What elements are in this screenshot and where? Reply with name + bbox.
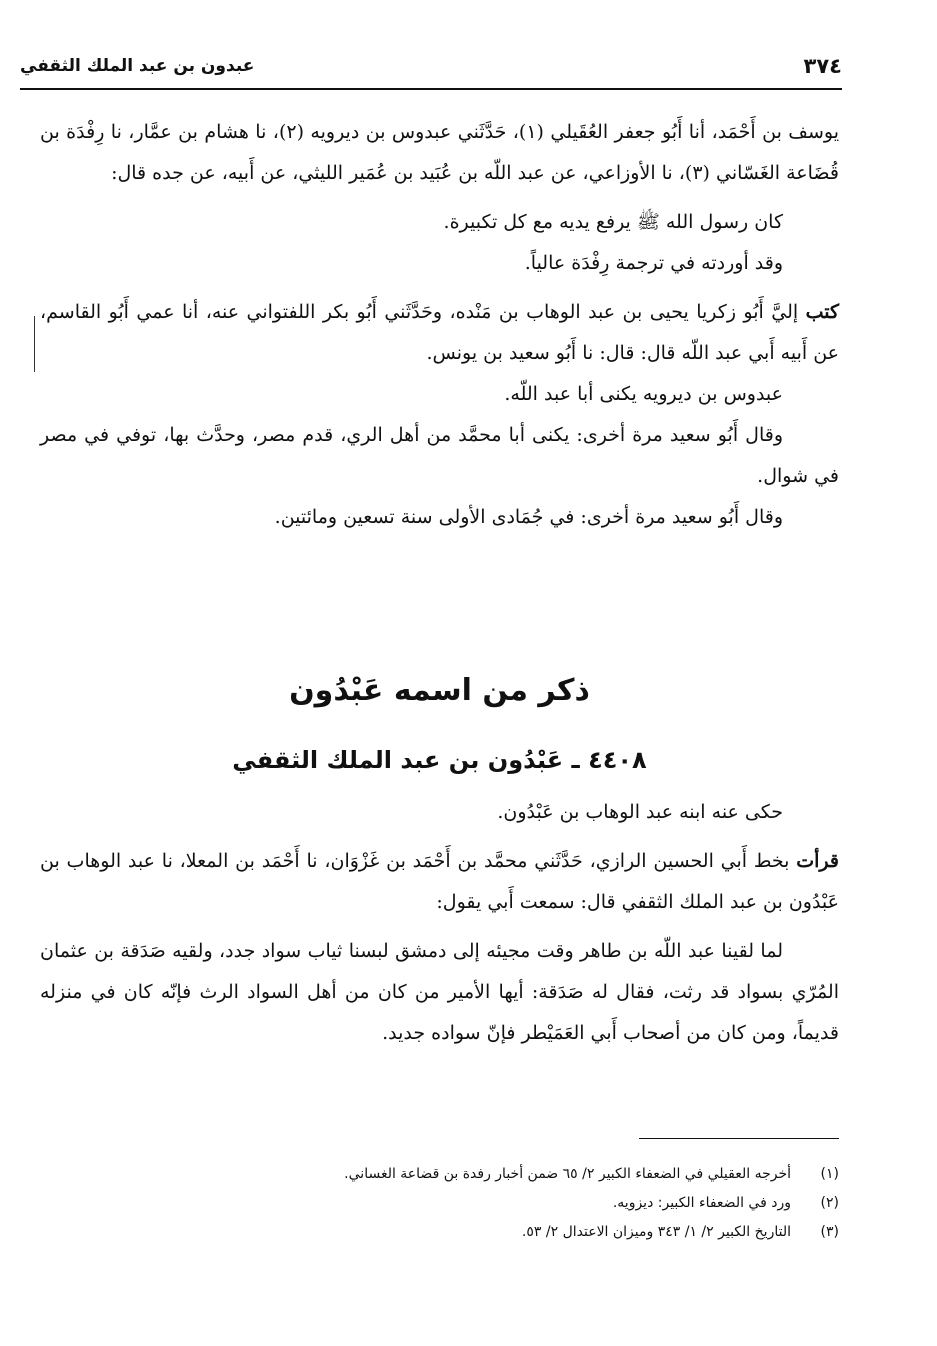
paragraph-qaraat-text: بخط أَبي الحسين الرازي، حَدَّثَني محمَّد بن أَحْمَد بن غَزْوَان، نا أَحْمَد بن المعلا، نا عبد الوهاب بن عَبْدُون بن عبد الملك الثقفي قال: سمعت أَبي يقول: <box>40 850 839 913</box>
footnote-text: التاريخ الكبير ٢/ ١/ ٣٤٣ وميزان الاعتدال ٢/ ٥٣. <box>521 1224 791 1240</box>
paragraph-narrator: حكى عنه ابنه عبد الوهاب بن عَبْدُون. <box>497 801 783 823</box>
text-block-upper <box>40 112 839 538</box>
paragraph-kataba-text: إليَّ أَبُو زكريا يحيى بن عبد الوهاب بن مَنْده، وحَدَّثَني أَبُو بكر اللفتواني عنه، أنا عمي أَبُو القاسم، عن أَبيه أَبي عبد اللّه قال: قال: نا أَبُو سعيد بن يونس. <box>40 301 839 364</box>
footnote-number: (٢) <box>820 1195 839 1211</box>
section-title: ذكر من اسمه عَبْدُون <box>289 673 590 708</box>
paragraph-isnad: يوسف بن أَحْمَد، أنا أَبُو جعفر العُقَيلي (١)، حَدَّثَني عبدوس بن ديرويه (٢)، نا هشام بن عمَّار، نا رِفْدَة بن قُضَاعة الغَسّاني (٣)، نا الأوزاعي، عن عبد اللّه بن عُبَيد بن عُمَير الليثي، عن أَبيه، عن جده قال: <box>40 121 839 184</box>
text-block-lower <box>40 792 839 1054</box>
margin-mark <box>34 316 35 372</box>
paragraph-ibn-yunus: وقال أَبُو سعيد مرة أخرى: يكنى أبا محمَّد من أهل الري، قدم مصر، وحدَّث بها، توفي في مصر في شوال. <box>40 424 839 487</box>
entry-title: ٤٤٠٨ ـ عَبْدُون بن عبد الملك الثقفي <box>232 746 647 774</box>
paragraph-hadith: كان رسول الله ﷺ يرفع يديه مع كل تكبيرة. <box>443 211 783 233</box>
footnote-item <box>40 1189 839 1218</box>
paragraph-kunya: عبدوس بن ديرويه يكنى أبا عبد اللّه. <box>504 383 783 405</box>
footnote-text: ورد في الضعفاء الكبير: ديزويه. <box>612 1195 791 1211</box>
footnotes <box>40 1160 839 1247</box>
footnote-text: أخرجه العقيلي في الضعفاء الكبير ٢/ ٦٥ ضمن أخبار رفدة بن قضاعة الغساني. <box>344 1166 791 1182</box>
paragraph-kataba <box>40 292 839 374</box>
footnote-number: (٣) <box>820 1224 839 1240</box>
page-number: ٣٧٤ <box>803 54 842 78</box>
running-header <box>20 52 842 90</box>
paragraph-death-date: وقال أَبُو سعيد مرة أخرى: في جُمَادى الأولى سنة تسعين ومائتين. <box>274 506 783 528</box>
paragraph-lead-word: كتب <box>805 301 839 323</box>
paragraph-qaraat <box>40 841 839 923</box>
footnote-item <box>40 1160 839 1189</box>
paragraph-note: وقد أوردته في ترجمة رِفْدَة عالياً. <box>524 252 783 274</box>
paragraph-lead-word: قرأت <box>796 850 839 872</box>
footnote-number: (١) <box>820 1166 839 1182</box>
footnote-item <box>40 1218 839 1247</box>
paragraph-story: لما لقينا عبد اللّه بن طاهر وقت مجيئه إلى دمشق لبسنا ثياب سواد جدد، ولقيه صَدَقة بن عثمان المُرّي بسواد قد رثت، فقال له صَدَقة: أيها الأمير من كان من أهل السواد الرث فإنّه كان في منزله قديماً، ومن كان من أصحاب أَبي العَمَيْطر فإنّ سواده جديد. <box>40 940 839 1044</box>
running-header-title: عبدون بن عبد الملك الثقفي <box>20 56 255 76</box>
footnote-separator <box>639 1138 839 1139</box>
